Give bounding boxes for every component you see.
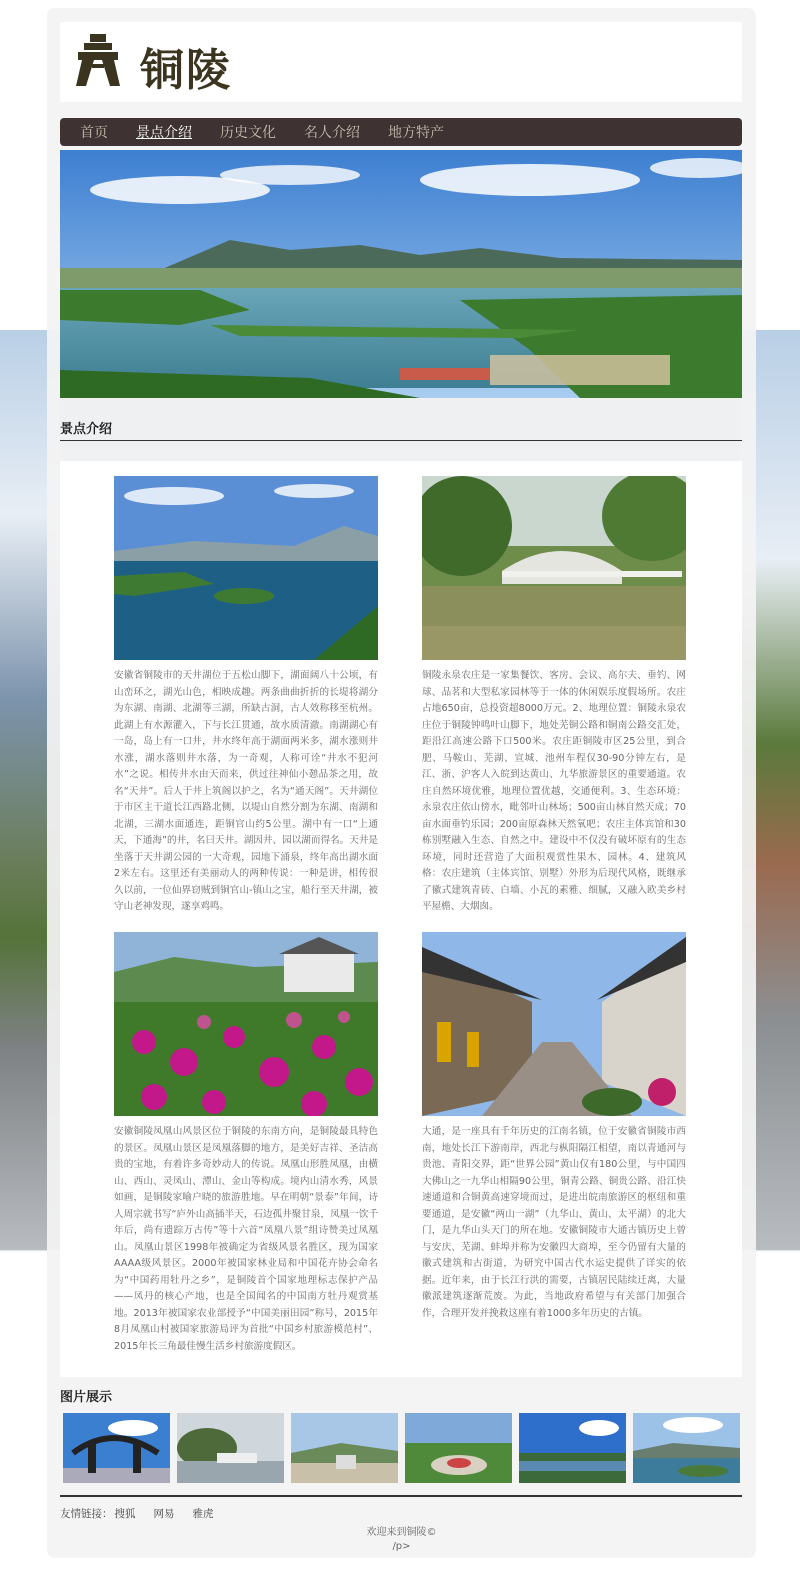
- gallery-thumb[interactable]: [291, 1413, 398, 1483]
- nav-specialties[interactable]: 地方特产: [388, 125, 444, 141]
- friend-links: [60, 1506, 232, 1521]
- photo-gallery: [63, 1413, 740, 1483]
- attraction-description: 铜陵永泉农庄是一家集餐饮、客房、会议、高尔夫、垂钓、网球、品茗和大型私家园林等于一体的休闲娱乐度假场所。农庄占地650亩，总投资超8000万元。2、地理位置：铜陵永泉农庄位于铜陵钟鸣叶山脚下，地处芜铜公路和铜南公路交汇处，距沿江高速公路下口500米。农庄距铜陵市区25公里，到合肥、马鞍山、芜湖、宣城、池州车程仅30-90分钟左右，是江、浙、沪客人入皖到达黄山、九华旅游景区的重要通道。农庄自然环境优雅，地理位置优越，交通便利。3、生态环境：永泉农庄依山傍水，毗邻叶山林场；500亩山林自然天成；70亩水面垂钓乐园；200亩原森林天然氧吧；农庄主体宾馆和30栋别墅融入生态、自然之中。建设中不仅没有破坏原有的生态环境，同时还营造了大面积观赏性果木、园林。4、建筑风格：农庄建筑（主体宾馆、别墅）外形为后现代风格，既继承了徽式建筑青砖、白墙、小瓦的素雅、细腻，又融入欧美乡村平屋檐、大烟囱。: [422, 670, 686, 912]
- attractions-content: [60, 461, 742, 1377]
- gallery-thumb[interactable]: [633, 1413, 740, 1483]
- main-nav: [60, 118, 742, 146]
- attraction-card: [114, 476, 378, 916]
- banner-image: [60, 150, 742, 398]
- attraction-photo-fenghuang-mountain[interactable]: [114, 932, 378, 1116]
- attraction-description: 安徽铜陵凤凰山风景区位于铜陵的东南方向，是铜陵最具特色的景区。凤凰山景区是凤凰落脚的地方，是美好吉祥、圣洁高贵的宝地，有着许多奇妙动人的传说。凤凰山形胜凤凰，由横山、西山、灵凤山、潭山、金山等构成。境内山清水秀，风景如画，是铜陵家喻户晓的旅游胜地。早在明朝“景泰”年间，诗人周宗就书写“庐外山高插半天，石边孤井聚甘泉，凤凰一饮千年后，尚有遗踪万古传”等十六首“凤凰八景”组诗赞美过凤凰山。凤凰山景区1998年被确定为省级风景名胜区，现为国家AAAA级风景区。2000年被国家林业局和中国花卉协会命名为“中国药用牡丹之乡”，是铜陵首个国家地理标志保护产品——凤丹的核心产地，也是全国闻名的中国南方牡丹观赏基地。2013年被国家农业部授予“中国美丽田园”称号，2015年8月凤凰山村被国家旅游局评为首批“中国乡村旅游模范村”、2015年长三角最佳慢生活乡村旅游度假区。: [114, 1126, 379, 1352]
- page-container: [47, 8, 756, 1558]
- attraction-card: [114, 932, 378, 1355]
- gallery-thumb[interactable]: [519, 1413, 626, 1483]
- copyright-text: 欢迎来到铜陵©: [366, 1527, 437, 1538]
- nav-attractions[interactable]: 景点介绍: [136, 125, 192, 141]
- attraction-photo-yongquan-farm[interactable]: [422, 476, 686, 660]
- link-sohu[interactable]: 搜狐: [114, 1508, 136, 1520]
- section-divider: [60, 440, 742, 441]
- attraction-description: 安徽省铜陵市的天井湖位于五松山脚下，湖面阔八十公顷，有山峦环之，湖光山色，相映成趣。两条曲曲折折的长堤将湖分为东湖、南湖、北湖等三湖，所缺古洞，古人效称移至杭州。此湖上有水源灌入，下与长江贯通，故水质清澈。南湖湖心有一岛，岛上有一口井，井水终年高于湖面两米多，湖水涨则井水涨，湖水落则井水落，为一奇观，人称可诠“井水不犯河水”之说。相传井水由天而来，供过往神仙小憩品茶之用，故名“天井”。后人于井上筑阁以护之，名为“通天阁”。天井湖位于市区主干道长江西路北侧，以堤山自然分割为东湖、南湖和北湖，三湖水面通连，距铜官山约5公里。湖中有一口“上通天，下通海”的井，名曰天井。湖因井、园以湖而得名。天井是坐落于天井湖公园的一大奇观，园地下涌泉，终年高出湖水面2米左右。这里还有美丽动人的两种传说：一种是讲，相传很久以前，一位仙界窃贼到铜官山-镇山之宝，船行至天井湖，被守山老神发现，遂享鸡鸣。: [114, 670, 379, 912]
- site-title: 铜陵: [140, 45, 232, 96]
- nav-home[interactable]: 首页: [80, 125, 108, 141]
- attraction-card: [422, 476, 686, 916]
- gallery-thumb[interactable]: [177, 1413, 284, 1483]
- site-header: [60, 22, 742, 102]
- link-netease[interactable]: 网易: [153, 1508, 175, 1520]
- link-yahoo[interactable]: 雅虎: [192, 1508, 214, 1520]
- attraction-card: [422, 932, 686, 1322]
- friend-links-label: 友情链接：: [60, 1508, 113, 1520]
- nav-history[interactable]: 历史文化: [220, 125, 276, 141]
- footer-divider: [60, 1495, 742, 1497]
- attraction-photo-tianjing-lake[interactable]: [114, 476, 378, 660]
- section-title-gallery: 图片展示: [60, 1390, 113, 1405]
- logo-icon: [76, 34, 120, 86]
- gallery-thumb[interactable]: [63, 1413, 170, 1483]
- gallery-thumb[interactable]: [405, 1413, 512, 1483]
- section-title-attractions: 景点介绍: [60, 422, 113, 437]
- nav-celebrities[interactable]: 名人介绍: [304, 125, 360, 141]
- stray-markup-text: /p>: [392, 1541, 411, 1552]
- attraction-photo-datong-town[interactable]: [422, 932, 686, 1116]
- attraction-description: 大通，是一座具有千年历史的江南名镇，位于安徽省铜陵市西南，地处长江下游南岸，西北与枞阳隔江相望，南以青通河与贵池、青阳交界，距“世界公园”黄山仅有180公里，与中国四大佛山之一九华山相隔90公里，铜青公路、铜贵公路、沿江快速通道和合铜黄高速穿境而过，是进出皖南旅游区的枢纽和重要通道，是安徽“两山一湖”（九华山、黄山、太平湖）的北大门，是九华山头天门的所在地。安徽铜陵市大通古镇历史上曾与安庆、芜湖、蚌埠并称为安徽四大商埠，至今仍留有大量的徽式建筑和古街道，为研究中国古代水运史提供了详实的依据。近年来，由于长江行洪的需要，古镇居民陆续迁离，大量徽派建筑逐渐荒废。为此，当地政府希望与有关部门加强合作，合理开发并挽救这座有着1000多年历史的古镇。: [422, 1126, 686, 1319]
